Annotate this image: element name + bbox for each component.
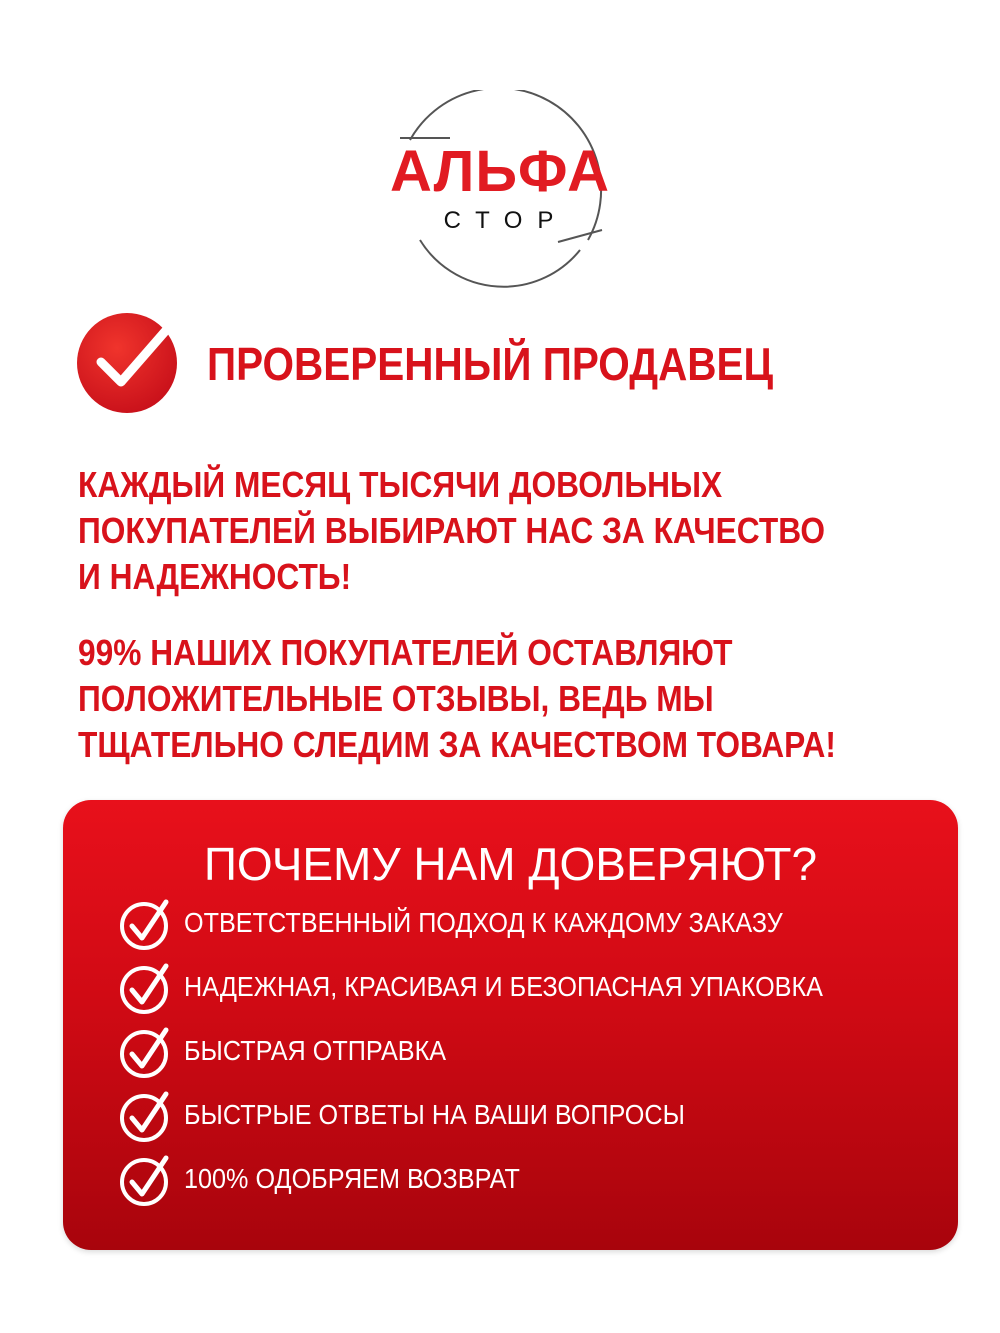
- check-circle-icon: [118, 896, 174, 952]
- brand-logo: [380, 90, 620, 300]
- reason-text: БЫСТРЫЕ ОТВЕТЫ НА ВАШИ ВОПРОСЫ: [184, 1099, 685, 1130]
- check-circle-icon: [118, 1024, 174, 1080]
- reviews-paragraph: [78, 630, 870, 768]
- check-circle-icon: [118, 960, 174, 1016]
- logo-wordmark: АЛЬФА: [390, 139, 610, 204]
- trust-reasons-list: [118, 892, 948, 1212]
- logo-subtitle: СТОР: [443, 207, 569, 234]
- list-item: [118, 892, 948, 956]
- verified-seller-title: ПРОВЕРЕННЫЙ ПРОДАВЕЦ: [207, 338, 774, 390]
- reason-text: БЫСТРАЯ ОТПРАВКА: [184, 1035, 447, 1066]
- check-circle-icon: [118, 1152, 174, 1208]
- check-circle-icon: [118, 1088, 174, 1144]
- reason-text: НАДЕЖНАЯ, КРАСИВАЯ И БЕЗОПАСНАЯ УПАКОВКА: [184, 971, 823, 1002]
- paragraph-line: И НАДЕЖНОСТЬ!: [78, 556, 352, 597]
- list-item: [118, 1020, 948, 1084]
- intro-paragraph: [78, 462, 870, 600]
- trust-panel: [63, 800, 958, 1250]
- list-item: [118, 1084, 948, 1148]
- paragraph-line: ПОЛОЖИТЕЛЬНЫЕ ОТЗЫВЫ, ВЕДЬ МЫ: [78, 678, 714, 719]
- checkmark-badge-icon: [75, 308, 185, 418]
- reason-text: ОТВЕТСТВЕННЫЙ ПОДХОД К КАЖДОМУ ЗАКАЗУ: [184, 907, 783, 938]
- trust-panel-title: ПОЧЕМУ НАМ ДОВЕРЯЮТ?: [203, 838, 818, 890]
- paragraph-line: ПОКУПАТЕЛЕЙ ВЫБИРАЮТ НАС ЗА КАЧЕСТВО: [78, 510, 825, 551]
- paragraph-line: ТЩАТЕЛЬНО СЛЕДИМ ЗА КАЧЕСТВОМ ТОВАРА!: [78, 724, 836, 765]
- list-item: [118, 1148, 948, 1212]
- paragraph-line: КАЖДЫЙ МЕСЯЦ ТЫСЯЧИ ДОВОЛЬНЫХ: [78, 464, 723, 505]
- reason-text: 100% ОДОБРЯЕМ ВОЗВРАТ: [184, 1163, 520, 1194]
- paragraph-line: 99% НАШИХ ПОКУПАТЕЛЕЙ ОСТАВЛЯЮТ: [78, 632, 733, 673]
- list-item: [118, 956, 948, 1020]
- verified-seller-header: [75, 308, 955, 418]
